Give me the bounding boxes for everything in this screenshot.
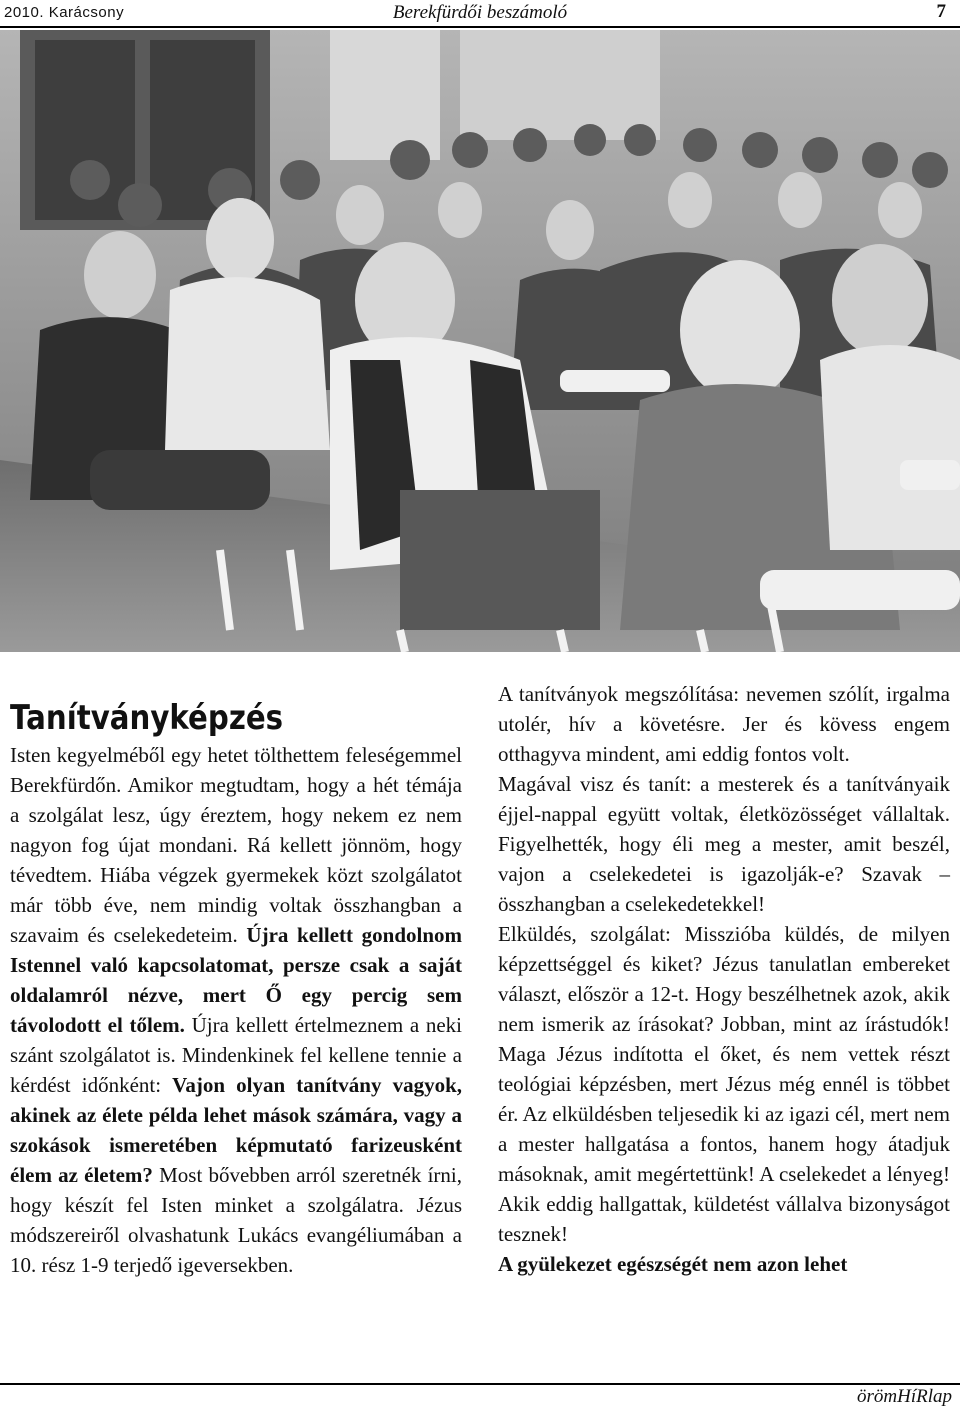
audience-photo [0, 30, 960, 652]
article-title: Tanítványképzés [10, 698, 284, 738]
header-rule [0, 26, 960, 28]
article-paragraph: Magával visz és tanít: a mesterek és a tanítványaik éjjel-nappal együtt voltak, életközösséget vállaltak. Figyelhették, hogy éli meg a mester, amit beszél, vajon a cselekedetei is igazolják-e? Szavak – összhangban a cselekedetekkel! [498, 772, 950, 916]
page-header [0, 0, 960, 26]
footer-rule [0, 1383, 960, 1385]
section-title: Berekfürdői beszámoló [392, 2, 568, 23]
text-run-bold: Újra kellett gondolnom Istennel való kapcsolatomat, persze csak a saját oldalamról nézve, mert Ő egy percig sem távolodott el tőlem. [10, 923, 463, 1037]
issue-label: 2010. Karácsony [4, 4, 125, 21]
page-number: 7 [936, 1, 946, 22]
article-paragraph: A tanítványok megszólítása: nevemen szólít, irgalma utolér, hív a követésre. Jer és kövess engem otthagyva mindent, ami eddig fontos volt. [498, 682, 950, 766]
article-left-column [10, 698, 462, 1280]
article-right-column [498, 679, 950, 1279]
text-run: Isten kegyelméből egy hetet tölthettem feleségemmel Berekfürdőn. Amikor megtudtam, hogy a hét témája a szolgálat lesz, úgy éreztem, hogy nekem ez nem nagyon fog újat mondani. Rá kellett jönnöm, hogy tévedtem. Hiába végzek gyermekek közt szolgálatot már több éve, nem mindig voltak összhangban a szavaim és cselekedeteim. [10, 743, 462, 947]
publication-brand: örömHíRlap [857, 1386, 952, 1407]
text-run: Most bővebben arról szeretnék írni, hogy készít fel Isten minket a szolgálatra. Jézus módszereiről olvashatunk Lukács evangéliumában a 10. rész 1-9 terjedő igeversekben. [10, 1163, 462, 1277]
text-run-bold: Vajon olyan tanítvány vagyok, akinek az élete példa lehet mások számára, vagy a szokások ismeretében képmutató farizeusként élem az életem? [10, 1073, 462, 1187]
article-paragraph-bold: A gyülekezet egészségét nem azon lehet [498, 1252, 848, 1276]
text-run: Újra kellett értelmeznem a neki szánt szolgálatot is. Mindenkinek fel kellene tennie a kérdést időnként: [10, 1013, 462, 1097]
article-paragraph-left [10, 740, 462, 1280]
article-paragraph: Elküldés, szolgálat: Misszióba küldés, de milyen képzettséggel és kiket? Jézus tanulatlan embereket választ, először a 12-t. Hogy beszélhetnek azok, akik nem ismerik az írásokat? Jobban, mint az írástudók! Maga Jézus indította el őket, és nem vettek részt teológiai képzésben, mert Jézus még ennél is többet ér. Az elküldésben teljesedik ki az igazi cél, mert nem a mester hallgatása a fontos, hanem hogy átadjuk másoknak, amit megértettünk! A cselekedet a lényeg! Akik eddig hallgattak, küldetést vállalva bizonyságot tesznek! [498, 922, 950, 1246]
